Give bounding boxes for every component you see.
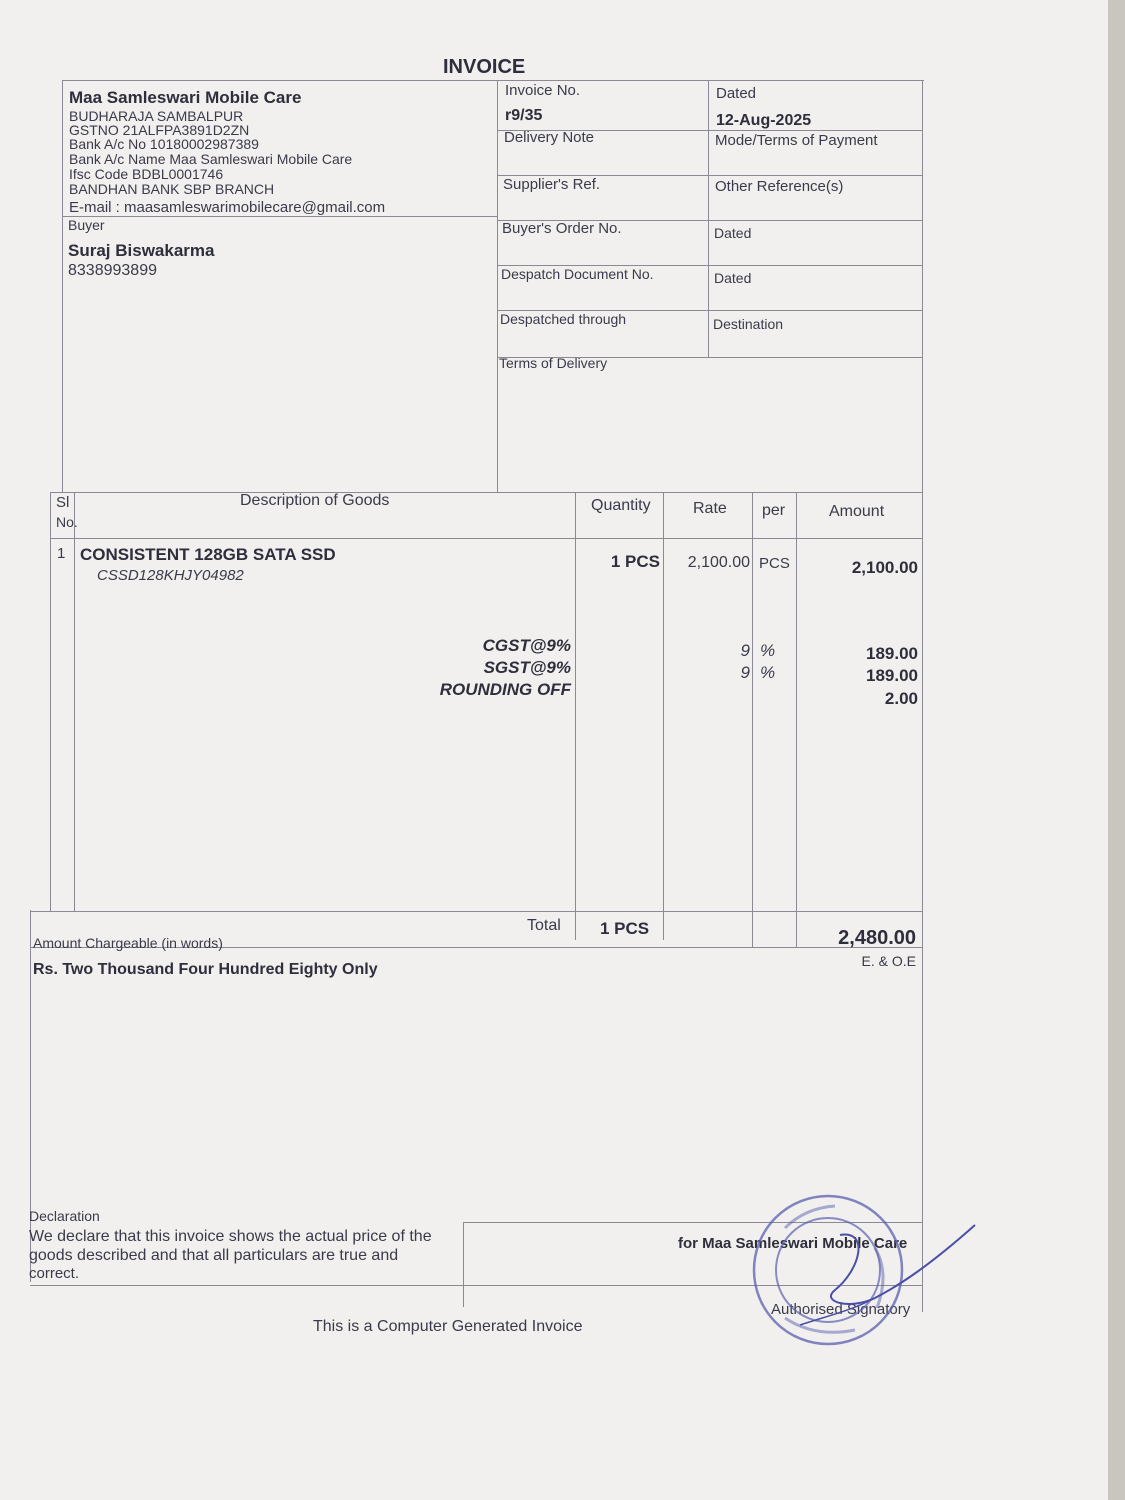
seller-email: E-mail : maasamleswarimobilecare@gmail.com — [69, 199, 386, 216]
invoice-no: r9/35 — [505, 107, 543, 124]
buyer-label: Buyer — [68, 217, 105, 233]
top-border — [62, 80, 924, 81]
terms-delivery-label: Terms of Delivery — [499, 355, 608, 371]
buyer-divider — [62, 216, 497, 217]
buyer-phone: 8338993899 — [68, 262, 157, 279]
total-quantity: 1 PCS — [600, 919, 650, 938]
table-left-border — [50, 492, 51, 912]
other-ref-label: Other Reference(s) — [715, 178, 844, 195]
right-border — [922, 80, 923, 1312]
declaration-line: We declare that this invoice shows the actual price of the — [29, 1228, 432, 1245]
tax-per: % — [760, 641, 776, 660]
tax-rate: 9 — [740, 641, 750, 660]
meta-divider — [708, 80, 709, 358]
dated3-label: Dated — [714, 270, 752, 286]
seller-branch: BANDHAN BANK SBP BRANCH — [69, 181, 275, 197]
seller-name: Maa Samleswari Mobile Care — [69, 88, 302, 107]
mode-terms-label: Mode/Terms of Payment — [715, 132, 878, 149]
invoice-date: 12-Aug-2025 — [716, 112, 812, 129]
words-value: Rs. Two Thousand Four Hundred Eighty Only — [33, 961, 378, 978]
dated2-label: Dated — [714, 225, 752, 241]
seller-bank-name: Bank A/c Name Maa Samleswari Mobile Care — [69, 151, 353, 167]
seller-gstin: GSTNO 21ALFPA3891D2ZN — [69, 122, 250, 138]
header-rate: Rate — [693, 500, 727, 517]
tax-rate: 9 — [740, 663, 750, 682]
dated-label: Dated — [716, 85, 757, 102]
header-amount: Amount — [829, 503, 885, 520]
despatch-doc-label: Despatch Document No. — [501, 266, 654, 282]
words-label: Amount Chargeable (in words) — [33, 935, 223, 951]
total-label: Total — [527, 917, 561, 934]
page-edge-background — [1108, 0, 1125, 1500]
qty-column-line — [663, 492, 664, 940]
item-per: PCS — [759, 555, 790, 572]
sl-column-line — [74, 492, 75, 912]
seller-address: BUDHARAJA SAMBALPUR — [69, 108, 244, 124]
per-column-line — [796, 492, 797, 948]
item-quantity: 1 PCS — [610, 552, 660, 571]
tax-per: % — [760, 663, 776, 682]
delivery-note-label: Delivery Note — [504, 129, 595, 146]
tax-amount: 2.00 — [884, 689, 918, 708]
item-amount: 2,100.00 — [851, 558, 918, 577]
seller-ifsc: Ifsc Code BDBL0001746 — [69, 166, 224, 182]
tax-label: ROUNDING OFF — [439, 680, 571, 699]
buyer-order-label: Buyer's Order No. — [502, 220, 622, 237]
declaration-line: correct. — [29, 1265, 80, 1282]
item-description: CONSISTENT 128GB SATA SSD — [80, 545, 336, 564]
invoice-no-label: Invoice No. — [505, 82, 581, 99]
despatched-through-label: Despatched through — [500, 311, 627, 327]
declaration-title: Declaration — [29, 1208, 100, 1224]
header-sl: Sl — [56, 494, 70, 511]
footer-note: This is a Computer Generated Invoice — [313, 1318, 583, 1335]
item-serial: CSSD128KHJY04982 — [97, 567, 244, 584]
table-top-line — [50, 492, 922, 493]
eoe-note: E. & O.E — [861, 953, 916, 969]
tax-label: CGST@9% — [482, 636, 571, 655]
tax-amount: 189.00 — [866, 644, 918, 663]
item-rate: 2,100.00 — [687, 554, 750, 571]
lower-left-border — [30, 910, 31, 1282]
signature-box-left — [463, 1222, 464, 1307]
header-per: per — [762, 502, 786, 519]
item-sl: 1 — [57, 545, 66, 562]
seller-bank-account: Bank A/c No 10180002987389 — [69, 136, 259, 152]
table-header-line — [50, 538, 922, 539]
tax-amount: 189.00 — [866, 666, 918, 685]
destination-label: Destination — [713, 316, 784, 332]
header-divider — [497, 80, 498, 492]
header-description: Description of Goods — [240, 492, 390, 509]
signature-scribble — [780, 1220, 980, 1340]
invoice-title: INVOICE — [443, 56, 526, 78]
supplier-ref-label: Supplier's Ref. — [503, 176, 601, 193]
total-amount: 2,480.00 — [838, 927, 916, 949]
desc-column-line — [575, 492, 576, 940]
rate-column-line — [752, 492, 753, 948]
left-border-upper — [62, 80, 63, 492]
header-no: No. — [56, 514, 78, 530]
tax-label: SGST@9% — [483, 658, 571, 677]
authorised-signatory: Authorised Signatory — [771, 1301, 911, 1318]
declaration-line: goods described and that all particulars are true and — [29, 1247, 399, 1264]
for-company-line: for Maa Samleswari Mobile Care — [678, 1235, 908, 1252]
total-top-line — [30, 911, 922, 912]
buyer-name: Suraj Biswakarma — [68, 241, 215, 260]
header-quantity: Quantity — [591, 497, 651, 514]
